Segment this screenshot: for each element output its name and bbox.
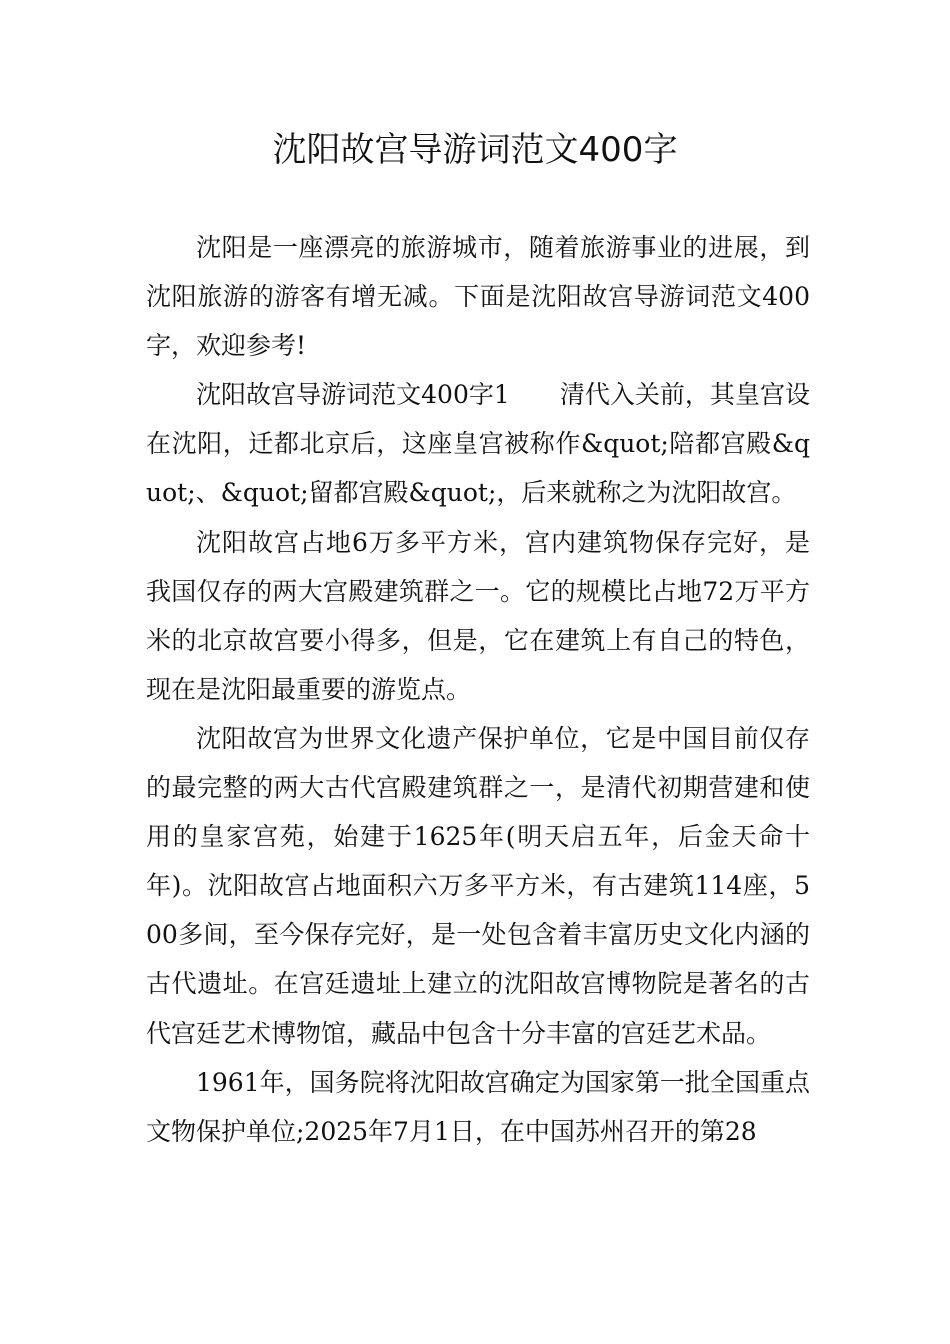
document-body xyxy=(146,223,810,1156)
paragraph-area: 沈阳故宫占地6万多平方米，宫内建筑物保存完好，是我国仅存的两大宫殿建筑群之一。它的规模比占地72万平方米的北京故宫要小得多，但是，它在建筑上有自己的特色，现在是沈阳最重要的游览点。 xyxy=(146,527,810,704)
paragraph-protection: 1961年，国务院将沈阳故宫确定为国家第一批全国重点文物保护单位;2025年7月1日，在中国苏州召开的第28 xyxy=(146,1067,810,1146)
paragraph-heritage: 沈阳故宫为世界文化遗产保护单位，它是中国目前仅存的最完整的两大古代宫殿建筑群之一，是清代初期营建和使用的皇家宫苑，始建于1625年(明天启五年，后金天命十年)。沈阳故宫占地面积六万多平方米，有古建筑114座，500多间，至今保存完好，是一处包含着丰富历史文化内涵的古代遗址。在宫廷遗址上建立的沈阳故宫博物院是著名的古代宫廷艺术博物馆，藏品中包含十分丰富的宫廷艺术品。 xyxy=(146,723,810,1048)
paragraph-history: 沈阳故宫导游词范文400字1 清代入关前，其皇宫设在沈阳，迁都北京后，这座皇宫被称作&quot;陪都宫殿&quot;、&quot;留都宫殿&quot;，后来就称之为沈阳故宫。 xyxy=(146,380,810,508)
paragraph-intro: 沈阳是一座漂亮的旅游城市，随着旅游事业的进展，到沈阳旅游的游客有增无减。下面是沈阳故宫导游词范文400字，欢迎参考! xyxy=(146,233,810,361)
document-title: 沈阳故宫导游词范文400字 xyxy=(272,130,678,170)
